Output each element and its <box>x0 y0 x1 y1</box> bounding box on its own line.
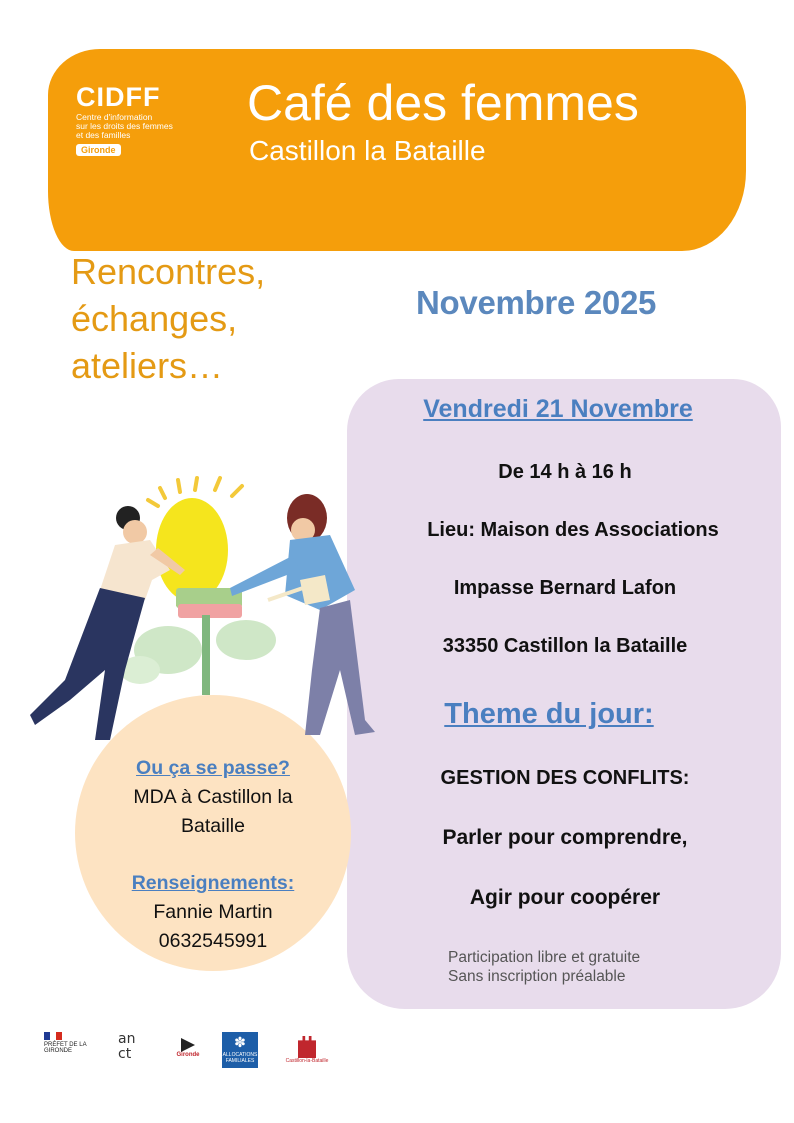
watering-can <box>300 575 330 605</box>
anct-logo: an ct <box>118 1031 136 1062</box>
castillon-logo-text: Castillon-la-Bataille <box>285 1058 329 1064</box>
theme-heading-text: Theme du jour: <box>444 698 654 730</box>
caf-logo <box>222 1032 258 1068</box>
event-city: 33350 Castillon la Bataille <box>442 635 688 657</box>
castillon-logo <box>278 1032 336 1064</box>
where-heading: Ou ça se passe? <box>136 757 290 779</box>
event-time: De 14 h à 16 h <box>498 461 632 483</box>
info-heading: Renseignements: <box>131 872 295 894</box>
participation-note <box>448 948 640 986</box>
contact-phone: 0632545991 <box>158 930 268 952</box>
cidff-line-2: sur les droits des femmes <box>76 121 173 131</box>
event-date <box>347 395 781 424</box>
gironde-arrow-icon <box>181 1038 195 1052</box>
participation-line-1: Participation libre et gratuite <box>448 949 641 966</box>
cidff-line-3: et des familles <box>76 130 131 140</box>
contact-name: Fannie Martin <box>153 901 273 923</box>
tagline <box>71 248 265 389</box>
plant-stem <box>202 615 210 695</box>
prefet-gironde-logo <box>44 1032 104 1054</box>
woman-left-head <box>123 520 147 544</box>
prefet-gironde-text: PRÉFET DE LA GIRONDE <box>44 1042 87 1054</box>
theme-title: GESTION DES CONFLITS: <box>440 767 690 789</box>
castle-icon <box>298 1036 316 1058</box>
event-date-text: Vendredi 21 Novembre <box>423 395 693 423</box>
event-place: Lieu: Maison des Associations <box>427 519 719 541</box>
gironde-logo <box>170 1032 206 1058</box>
tagline-line-2: échanges, <box>71 298 238 339</box>
cidff-wordmark: CIDFF <box>76 82 161 112</box>
lightbulb-illustration <box>20 470 390 745</box>
cidff-logo <box>76 84 216 158</box>
theme-line-2: Agir pour coopérer <box>469 886 661 909</box>
where-line-1: MDA à Castillon la <box>133 786 293 808</box>
where-line-2: Bataille <box>181 815 245 837</box>
theme-line-1: Parler pour comprendre, <box>442 826 688 849</box>
tagline-line-3: ateliers… <box>71 345 224 386</box>
participation-line-2: Sans inscription préalable <box>448 968 626 985</box>
woman-right-pants <box>305 600 375 735</box>
caf-logo-text: ALLOCATIONS FAMILIALES <box>222 1052 258 1064</box>
event-street: Impasse Bernard Lafon <box>453 577 677 599</box>
cidff-line-1: Centre d'information <box>76 112 153 122</box>
tagline-line-1: Rencontres, <box>71 251 266 292</box>
theme-heading <box>347 698 781 731</box>
page-title: Café des femmes <box>247 75 639 131</box>
caf-emblem-icon: ✽ <box>234 1034 246 1050</box>
plant-leaf-right <box>216 620 276 660</box>
gironde-logo-text: Gironde <box>176 1052 200 1058</box>
page-subtitle: Castillon la Bataille <box>249 135 486 166</box>
month-heading: Novembre 2025 <box>416 284 657 321</box>
cidff-region: Gironde <box>76 144 121 156</box>
